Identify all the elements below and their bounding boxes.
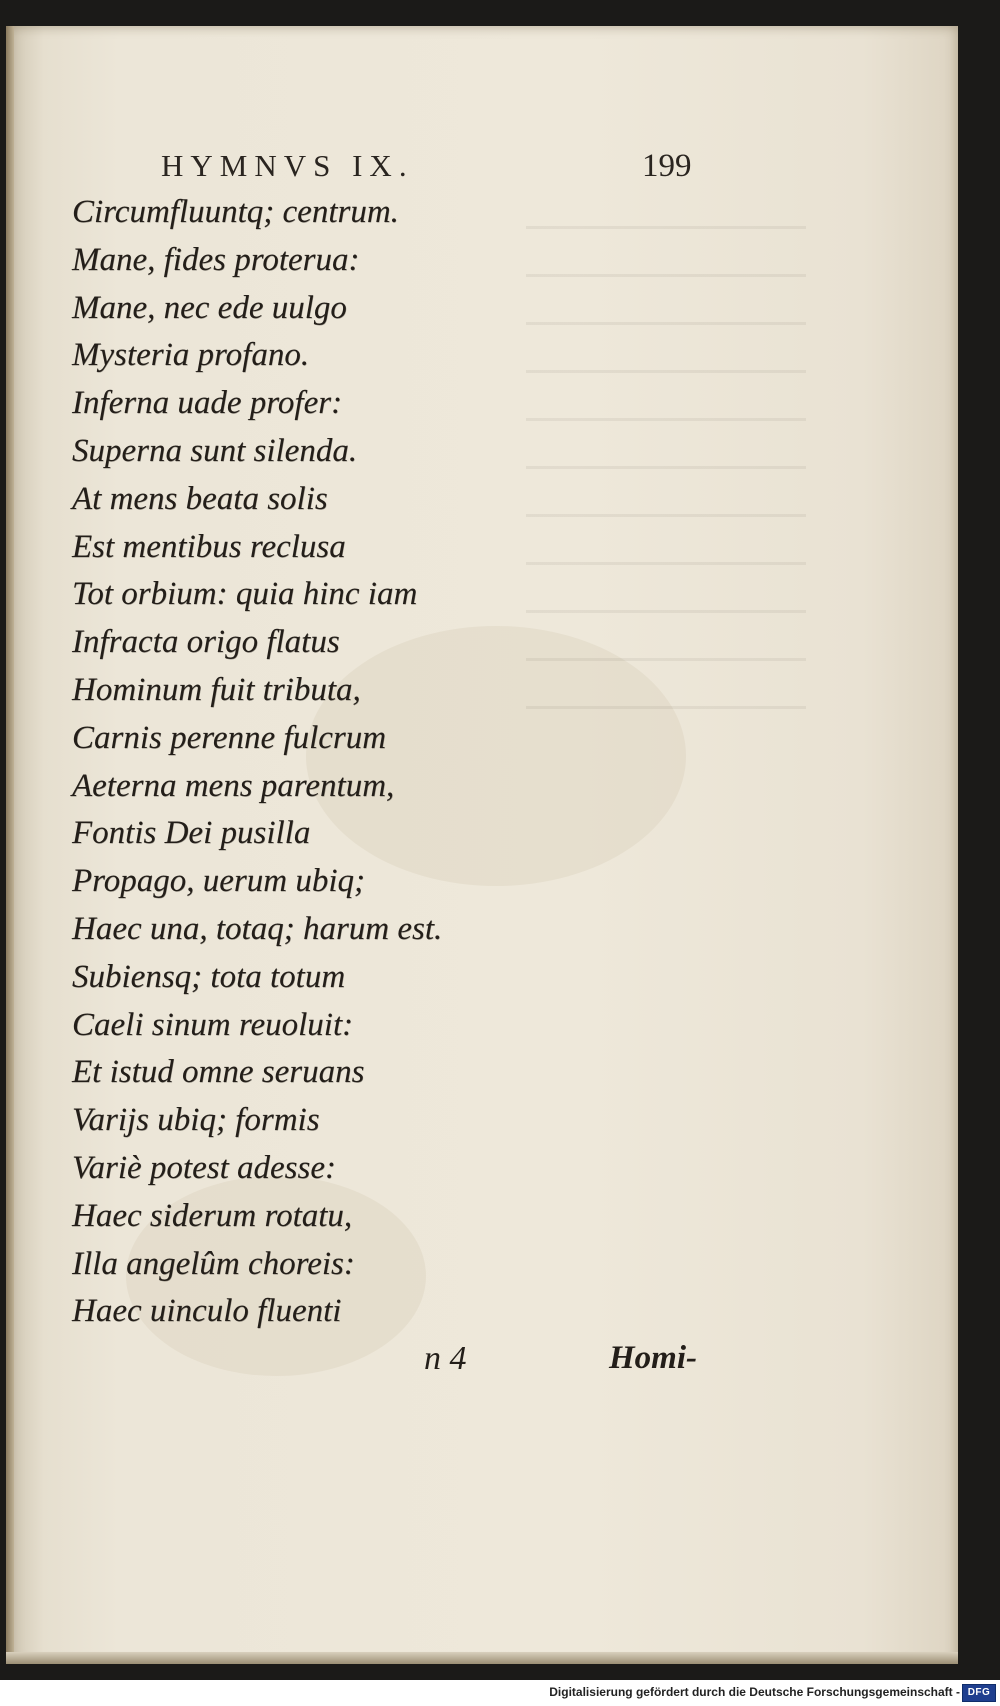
verse-line: Subiensq; tota totum [72,958,346,995]
verse-line: Et istud omne seruans [72,1054,365,1091]
verse-line: Variè potest adesse: [72,1149,336,1186]
verse-line: Mane, fides proterua: [72,241,360,278]
page-bottom-edge [6,1652,958,1664]
verse-line: Aeterna mens parentum, [72,767,395,804]
verse-line: Est mentibus reclusa [72,528,346,565]
verse-line: Propago, uerum ubiq; [72,863,366,900]
digitization-credit: Digitalisierung gefördert durch die Deutsche Forschungsgemeinschaft - [549,1685,960,1699]
page-gutter-edge [6,26,14,1664]
verse-line: Haec uinculo fluenti [72,1293,342,1330]
verse-block [72,189,442,1336]
verse-line: Tot orbium: quia hinc iam [72,576,418,613]
catchword: Homi- [609,1340,697,1376]
dfg-logo-icon [962,1684,996,1702]
running-title: HYMNVS IX. [161,148,414,183]
verse-line: Haec una, totaq; harum est. [72,910,443,947]
verse-line: Fontis Dei pusilla [72,815,311,852]
show-through-text [526,226,806,746]
verse-line: Hominum fuit tributa, [72,671,361,708]
verse-line: Mane, nec ede uulgo [72,289,347,326]
verse-line: Mysteria profano. [72,337,310,374]
verse-line: Infracta origo flatus [72,624,340,661]
verse-line: Varijs ubiq; formis [72,1102,320,1139]
digitization-credit-bar [0,1680,1000,1706]
verse-line: Haec siderum rotatu, [72,1197,353,1234]
verse-line: Caeli sinum reuoluit: [72,1006,354,1043]
verse-line: Superna sunt silenda. [72,432,358,469]
signature-mark: n 4 [424,1340,467,1377]
verse-line: Circumfluuntq; centrum. [72,194,399,230]
dfg-logo-text: DFG [967,1687,991,1698]
verse-line: Carnis perenne fulcrum [72,719,387,756]
verse-line: Inferna uade profer: [72,385,343,422]
running-head [6,148,958,188]
book-page [6,26,958,1664]
verse-line: At mens beata solis [72,480,328,517]
verse-line: Illa angelûm choreis: [72,1245,355,1282]
page-number: 199 [642,148,692,184]
